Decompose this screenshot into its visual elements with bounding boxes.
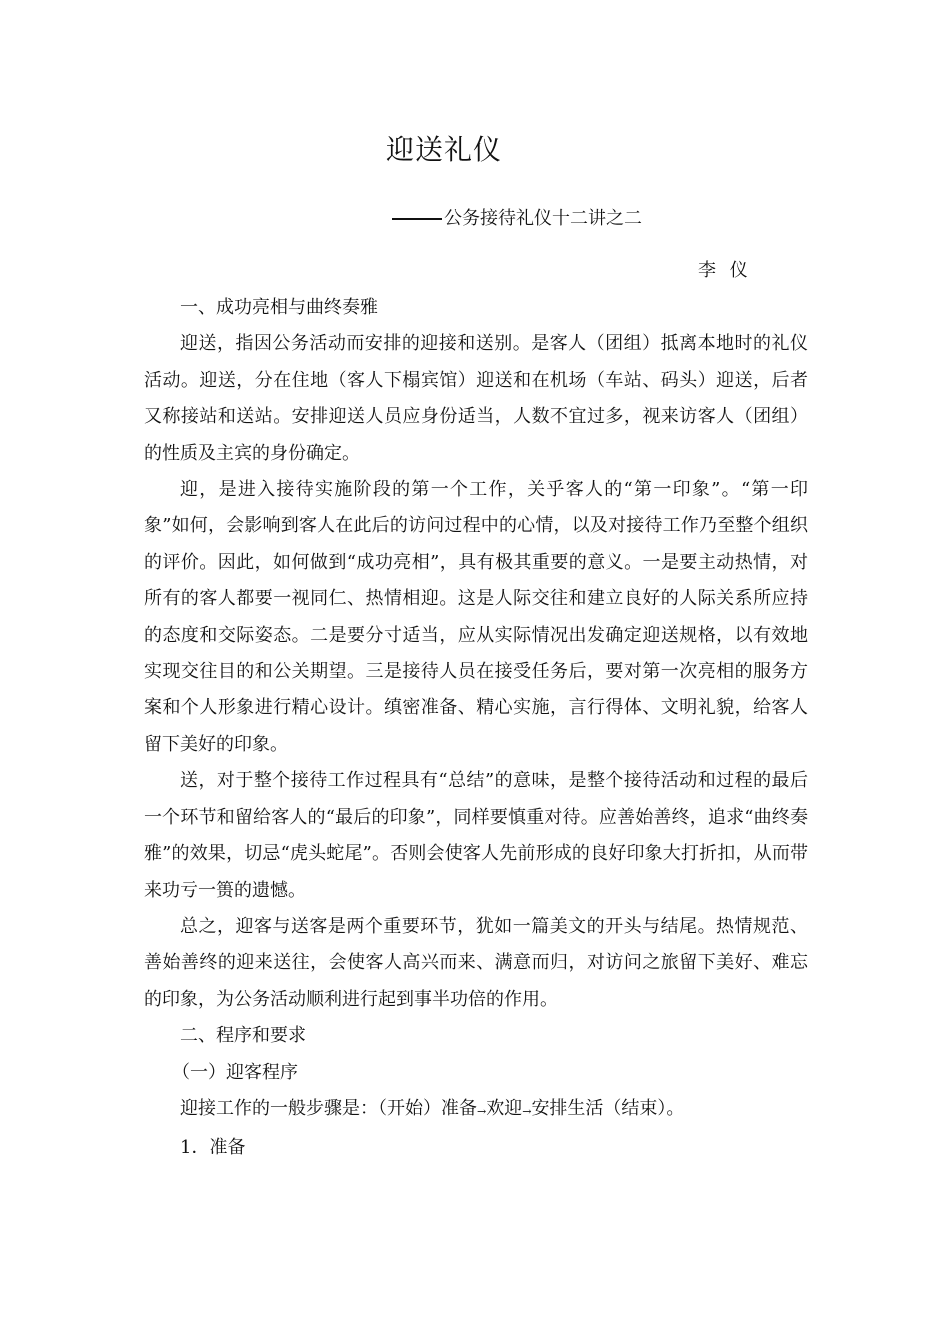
document-author: 李 仪 [698,260,752,281]
section-heading-1: 一、成功亮相与曲终奏雅 [180,297,378,318]
document-title: 迎送礼仪 [385,133,502,166]
steps-mid: 欢迎 [486,1097,523,1119]
paragraph-2: 迎，是进入接待实施阶段的第一个工作，关乎客人的“第一印象”。“第一印象”如何，会影响到客人在此后的访问过程中的心情，以及对接待工作乃至整个组织的评价。因此，如何做到“成功亮相”，具有极其重要的意义。一是要主动热情，对所有的客人都要一视同仁、热情相迎。这是人际交往和建立良好的人际关系所应持的态度和交际姿态。二是要分寸适当，应从实际情况出发确定迎送规格，以有效地实现交往目的和公关期望。三是接待人员在接受任务后，要对第一次亮相的服务方案和个人形象进行精心设计。缜密准备、精心实施，言行得体、文明礼貌，给客人留下美好的印象。 [144,479,808,755]
document-body [144,290,808,1167]
subsection-heading-1: （一）迎客程序 [172,1061,298,1083]
arrow-icon: → [477,1104,487,1118]
steps-paragraph [144,1091,808,1130]
section-heading-2: 二、程序和要求 [180,1025,306,1047]
subtitle-text: 公务接待礼仪十二讲之二 [444,208,642,229]
paragraph-3: 送，对于整个接待工作过程具有“总结”的意味，是整个接待活动和过程的最后一个环节和留给客人的“最后的印象”，同样要慎重对待。应善始善终，追求“曲终奏雅”的效果，切忌“虎头蛇尾”。否则会使客人先前形成的良好印象大打折扣，从而带来功亏一篑的遗憾。 [144,770,808,901]
em-dash-rule [392,218,442,220]
list-item-1: 1．准备 [180,1137,246,1159]
paragraph-4: 总之，迎客与送客是两个重要环节，犹如一篇美文的开头与结尾。热情规范、善始善终的迎来送往，会使客人高兴而来、满意而归，对访问之旅留下美好、难忘的印象，为公务活动顺利进行起到事半功倍的作用。 [144,915,808,1010]
document-subtitle [392,205,642,233]
paragraph-1: 迎送，指因公务活动而安排的迎接和送别。是客人（团组）抵离本地时的礼仪活动。迎送，分在住地（客人下榻宾馆）迎送和在机场（车站、码头）迎送，后者又称接站和送站。安排迎送人员应身份适当，人数不宜过多，视来访客人（团组）的性质及主宾的身份确定。 [144,333,808,464]
steps-suffix: 安排生活（结束）。 [531,1097,685,1119]
steps-prefix: 迎接工作的一般步骤是：（开始）准备 [180,1097,477,1119]
arrow-icon: → [522,1104,532,1118]
